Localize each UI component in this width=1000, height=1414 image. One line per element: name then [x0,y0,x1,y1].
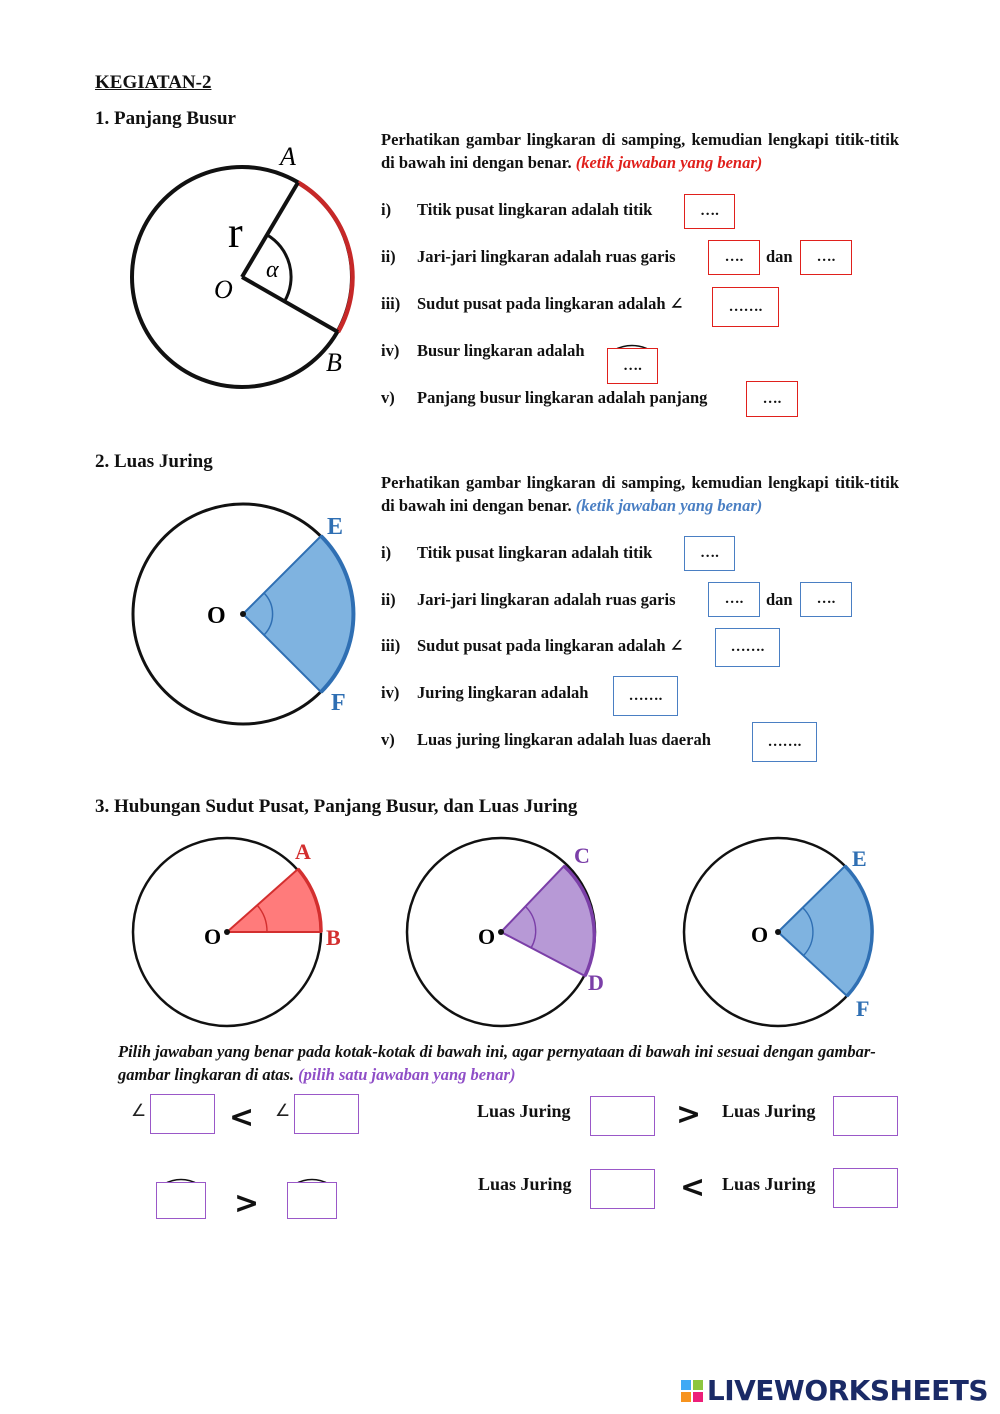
s2-answer-5[interactable]: ……. [752,722,817,762]
label-O: O [207,603,226,629]
section3-circle-CD [400,830,640,1030]
center-dot [240,611,246,617]
greater-than-1: > [676,1097,702,1132]
s3-luas-box-3[interactable] [590,1169,655,1209]
label-r: r [228,208,243,257]
s1-item-2: ii) Jari-jari lingkaran adalah ruas garis [381,247,676,266]
s1-answer-5[interactable]: …. [746,381,798,417]
s3-luas-box-4[interactable] [833,1168,898,1208]
s1-answer-2a[interactable]: …. [708,240,760,275]
section2-hint: (ketik jawaban yang benar) [575,496,763,515]
angle-symbol-1: ∠ [131,1101,147,1121]
section3-instruction: Pilih jawaban yang benar pada kotak-kotak di bawah ini, agar pernyataan di bawah ini sesuai dengan gambar-gambar lingkaran di atas. (pilih satu jawaban yang benar) [118,1042,876,1084]
section3-circle-EF [675,830,915,1030]
section1-circle-figure [120,135,370,395]
s2-dan: dan [766,590,793,609]
s1-answer-4[interactable]: …. [607,348,658,384]
label-B: B [326,925,341,950]
label-E: E [852,846,867,871]
less-than-2: < [680,1170,706,1205]
arc-AB [298,183,352,333]
section3-circle-AB [120,830,360,1030]
s1-item-4: iv) Busur lingkaran adalah [381,341,585,360]
s2-answer-3[interactable]: ……. [715,628,780,667]
section3-heading: 3. Hubungan Sudut Pusat, Panjang Busur, dan Luas Juring [95,796,578,817]
label-C: C [574,843,590,868]
s2-answer-2b[interactable]: …. [800,582,852,617]
s2-item-5: v) Luas juring lingkaran adalah luas daerah [381,730,711,749]
less-than-1: < [229,1100,255,1135]
luas-juring-label-3: Luas Juring [478,1174,572,1194]
greater-than-2: > [234,1186,260,1221]
s1-dan: dan [766,247,793,266]
label-O: O [478,924,496,949]
s1-item-1: i) Titik pusat lingkaran adalah titik [381,200,653,219]
s2-item-1: i) Titik pusat lingkaran adalah titik [381,543,653,562]
logo-squares-icon [681,1380,703,1402]
center-dot [498,929,504,935]
angle-symbol-2: ∠ [275,1101,291,1121]
luas-juring-label-4: Luas Juring [722,1174,816,1194]
label-F: F [331,690,346,716]
logo-text: LIVEWORKSHEETS [706,1374,988,1407]
label-alpha: α [266,257,279,283]
s2-answer-1[interactable]: …. [684,536,735,571]
section2-instruction: Perhatikan gambar lingkaran di samping, kemudian lengkapi titik-titik di bawah ini dengan benar. (ketik jawaban yang benar) [381,473,899,515]
s2-item-2: ii) Jari-jari lingkaran adalah ruas garis [381,590,676,609]
label-E: E [327,514,344,540]
label-A: A [295,839,311,864]
label-F: F [856,996,870,1021]
s3-arc-box-1[interactable] [156,1182,206,1219]
page-title: KEGIATAN-2 [95,72,212,93]
s1-answer-3[interactable]: ……. [712,287,779,327]
s3-angle-box-1[interactable] [150,1094,215,1134]
s1-item-3: iii) Sudut pusat pada lingkaran adalah ∠ [381,294,684,313]
label-D: D [588,970,604,995]
s1-answer-2b[interactable]: …. [800,240,852,275]
s3-luas-box-2[interactable] [833,1096,898,1136]
center-dot [224,929,230,935]
label-O: O [751,922,769,947]
label-O: O [214,275,233,304]
section1-hint: (ketik jawaban yang benar) [575,153,763,172]
section1-heading: 1. Panjang Busur [95,108,236,129]
s2-item-4: iv) Juring lingkaran adalah [381,683,589,702]
liveworksheets-logo[interactable] [681,1374,988,1407]
section1-instruction: Perhatikan gambar lingkaran di samping, kemudian lengkapi titik-titik di bawah ini dengan benar. (ketik jawaban yang benar) [381,130,899,172]
label-O: O [204,924,222,949]
label-B: B [326,348,342,377]
s2-answer-4[interactable]: ……. [613,676,678,716]
section3-hint: (pilih satu jawaban yang benar) [298,1065,516,1084]
s3-luas-box-1[interactable] [590,1096,655,1136]
section2-circle-figure [115,490,365,730]
section2-heading: 2. Luas Juring [95,451,213,472]
s2-answer-2a[interactable]: …. [708,582,760,617]
s3-angle-box-2[interactable] [294,1094,359,1134]
luas-juring-label-1: Luas Juring [477,1101,571,1121]
s1-item-5: v) Panjang busur lingkaran adalah panjang [381,388,708,407]
luas-juring-label-2: Luas Juring [722,1101,816,1121]
s1-answer-1[interactable]: …. [684,194,735,229]
center-dot [775,929,781,935]
label-A: A [280,142,296,171]
s3-arc-box-2[interactable] [287,1182,337,1219]
s2-item-3: iii) Sudut pusat pada lingkaran adalah ∠ [381,636,684,655]
